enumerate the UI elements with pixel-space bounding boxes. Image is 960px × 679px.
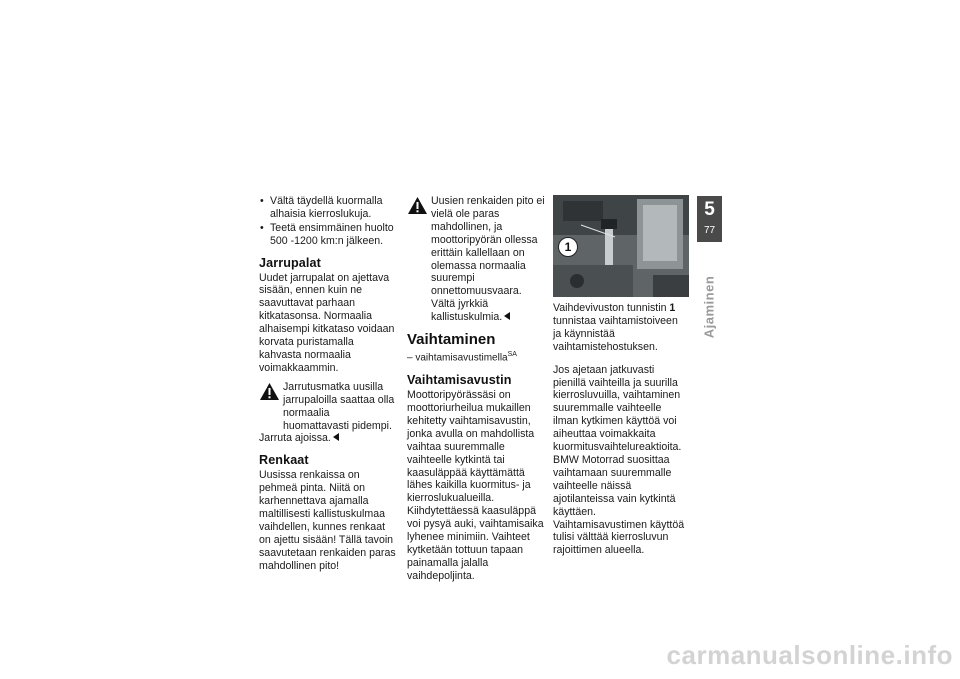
watermark: carmanualsonline.info (666, 640, 953, 670)
body-vaihtamisavustin: Moottoripyörässäsi on moottoriurheilua mukaillen kehitetty vaihtamisavustin, jonka avulla on mahdollista vaihtaa suuremmalle vaihteelle kytkintä tai kaasuläppää käyttämättä lähes kaikilla kuormitus- ja kierroslukualueilla. Kiihdytettäessä kaasuläppä voi pysyä auki, vaihtamisaika lyhenee minimiin. Vaihteet kytketään tottuun tapaan painamalla jalalla vaihdepoljinta. (407, 389, 544, 582)
page-number: 77 (703, 225, 716, 236)
warning-block-tyres (407, 195, 545, 324)
column-2 (407, 195, 545, 583)
sa-option-line (407, 349, 545, 365)
body-renkaat: Uusissa renkaissa on pehmeä pinta. Niitä on karhennettava ajamalla maltillisesti kallistuskulmaa vaihdellen, kunnes renkaat on ajettu sisään! Tällä tavoin saavutetaan renkaiden paras mahdollinen pito! (259, 469, 396, 572)
heading-vaihtamisavustin: Vaihtamisavustin (407, 373, 512, 388)
warning-triangle-icon (407, 196, 428, 215)
column-3 (553, 195, 689, 557)
bullet-list (259, 195, 397, 248)
warning-block-brakes (259, 381, 397, 446)
chapter-number: 5 (704, 199, 715, 220)
side-chapter-title: Ajaminen (701, 275, 717, 339)
body-shift-advice: Jos ajetaan jatkuvasti pienillä vaihteilla ja suurilla kierrosluvuilla, vaihtaminen suuremmalle vaihteelle ilman kytkimen käyttöä voi aiheuttaa voimakkaita kuormitusvaihtelureaktioita. BMW Motorrad suosittaa vaihtamaan suuremmalle vaihteelle näissä ajotilanteissa vain kytkintä käyttäen. Vaihtamisavustimen käyttöä tulisi välttää kierrosluvun rajoittimen alueella. (553, 363, 685, 557)
body-jarrupalat: Uudet jarrupalat on ajettava sisään, ennen kuin ne saavuttavat parhaan kitkatasonsa. Normaalia alhaisempi kitkataso voidaan korvata puristamalla kahvasta normaalia voimakkaammin. (259, 271, 395, 374)
sa-dash: – (407, 352, 413, 364)
photo-caption: Vaihdevivuston tunnistin 1 tunnistaa vaihtamistoiveen ja käynnistää vaihtamistehostuksen. (553, 302, 678, 353)
heading-renkaat: Renkaat (259, 453, 309, 468)
chapter-tab (697, 196, 722, 242)
warning-end-brakes: Jarruta ajoissa. (259, 432, 331, 445)
heading-vaihtaminen: Vaihtaminen (407, 331, 496, 349)
callout-1: 1 (558, 237, 578, 257)
column-1 (259, 195, 397, 572)
bullet-item: • Teetä ensimmäinen huolto 500 -1200 km:n jälkeen. (259, 222, 397, 248)
bullet-item: • Vältä täydellä kuormalla alhaisia kierroslukuja. (259, 195, 397, 221)
end-mark-icon (333, 433, 339, 441)
heading-jarrupalat: Jarrupalat (259, 255, 321, 270)
warning-end-tyres: Vältä jyrkkiä kallistuskulmia. (431, 298, 503, 324)
shift-sensor-photo (553, 195, 689, 297)
sa-superscript: SA (507, 350, 517, 358)
warning-text-tyres: Uusien renkaiden pito ei vielä ole paras mahdollinen, ja moottoripyörän ollessa erittäin kallellaan on olemassa normaalia suurempi onnettomuusvaara. (431, 195, 545, 298)
end-mark-icon (504, 312, 510, 320)
warning-text-brakes: Jarrutusmatka uusilla jarrupaloilla saattaa olla normaalia huomattavasti pidempi. (283, 380, 395, 432)
warning-triangle-icon (259, 382, 280, 401)
caption-number: 1 (669, 302, 676, 314)
sa-text: vaihtamisavustimella (415, 352, 508, 364)
